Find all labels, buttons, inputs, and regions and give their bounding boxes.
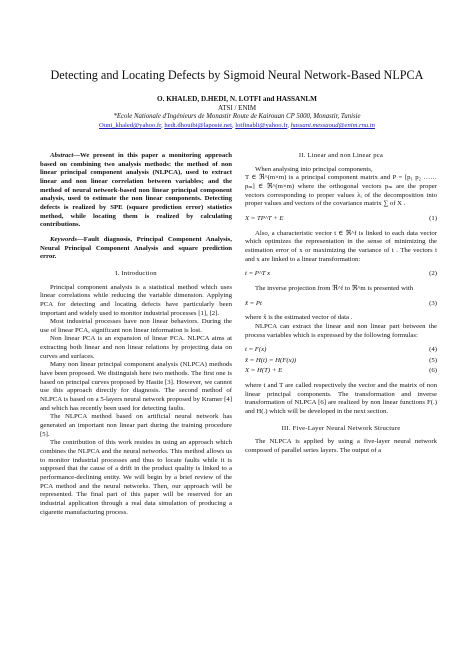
section-heading-linear-pca: II. Linear and non Linear pca xyxy=(298,152,384,159)
right-column xyxy=(245,152,437,456)
paper-title: Detecting and Locating Defects by Sigmoid Neural Network-Based NLPCA xyxy=(50,68,424,82)
section-heading-introduction: I. Introduction xyxy=(115,269,157,277)
paragraph: Most industrial processes have non linear behaviors. During the use of linear PCA, significant non linear information is lost. xyxy=(40,318,232,334)
equation-1 xyxy=(245,215,437,224)
equation-body: X = TP^T + E xyxy=(245,214,284,222)
paragraph: where t and T are called respectively the vector and the matrix of non linear principal components. The transformation and inverse transformation of NLPCA [6] are realized by non linear functions F(.) and H(.) which will be developed in the next section. xyxy=(245,382,437,416)
institution: *Ecole Nationale d'Ingénieurs de Monastir Route de Kairouan CP 5000, Monastir, Tunisie xyxy=(113,113,361,120)
equation-body: X = H(T) + E xyxy=(245,367,283,375)
equation-body: t = P^T x xyxy=(245,270,271,278)
paragraph: The NLPCA method based on artificial neural network has generated an important non linear part during the training procedure [5]. xyxy=(40,413,232,438)
paragraph: Principal component analysis is a statistical method which uses linear correlations while reducing the variable dimension. Applying PCA for detecting and locating defects have particularly been important and widely used to monitor industrial processes [1], [2]. xyxy=(40,283,232,317)
paragraph: Non linear PCA is an expansion of linear PCA. NLPCA aims at extracting both linear and non linear relations by projecting data on curves and surfaces. xyxy=(40,335,232,360)
authors: O. KHALED, D.HEDI, N. LOTFI and HASSANLM xyxy=(157,95,317,103)
paragraph: Many non linear principal component analysis (NLPCA) methods have been proposed. We distinguish here two methods. The first one is based on principal curves proposed by Hastie [3]. However, we cannot use this approach directly for diagnosis. The second method of NLPCA is based on a 5-layers neural network proposed by Kramer [4] and which has recently been used for detecting faults. xyxy=(40,361,232,412)
paragraph: T ∈ ℜ^(m×m) is a principal component matrix and P = [p₁ p₂ …… pₘ] ∈ ℜ^(m×m) where the orthogonal vectors pₘ are the proper vectors corresponding to proper values λᵢ of the decomposition into proper values and vectors of the covariance matrix ∑ of X . xyxy=(245,174,437,208)
equation-body: x̂ = Pt xyxy=(245,299,262,307)
equation-number: (5) xyxy=(429,356,437,364)
section-heading-five-layer: III. Five-Layer Neural Network Structure xyxy=(281,424,401,432)
abstract-label: Abstract xyxy=(50,152,74,159)
keywords-label: Keywords xyxy=(50,235,77,243)
equation-number: (2) xyxy=(429,270,437,278)
equation-3 xyxy=(245,300,437,309)
equation-6 xyxy=(245,367,437,376)
abstract-text: —We present in this paper a monitoring approach based on combining two analysis methods: the method of non linear principal component analysis (NLPCA), used to extract linear and non linear correlation between variables; and the method of neural network-based non linear principal component analysis, used to estimate the non linear components. Detecting defects is realized by SPE (square prediction error) statistics method, while locating them is realized by calculating contributions. xyxy=(40,152,232,229)
equation-5 xyxy=(245,357,437,366)
email-link[interactable]: Ouni_khaled@yahoo.fr xyxy=(99,122,162,129)
paragraph: NLPCA can extract the linear and non linear part between the process variables which is expressed by the following formulas: xyxy=(245,322,437,339)
keywords-text: —Fault diagnosis, Principal Component Analysis, Neural Principal Component Analysis and square prediction error. xyxy=(40,235,232,261)
email-link[interactable]: hedi.dhouibi@laposte.net xyxy=(164,122,232,129)
equation-body: x̂ = H(t) = H(F(x)) xyxy=(245,356,297,364)
paragraph: The contribution of this work resides in using an approach which combines the NLPCA and the neural networks. This method allows us to monitor industrial processes and thus to locate faults while it is supposed that the cause of a drift in the product quality is linked to a performance-declining entity. We will begin by a brief review of the PCA method and the neural networks. Then, our approach will be represented. The final part of this paper will be reserved for an industrial application through a real data simulation of producing a cigarette manufacturing process. xyxy=(40,439,232,516)
equation-number: (4) xyxy=(429,346,437,354)
equation-number: (6) xyxy=(429,367,437,375)
email-link[interactable]: hassani.messaoud@enim.rnu.tn xyxy=(290,122,375,129)
email-list: Ouni_khaled@yahoo.fr, hedi.dhouibi@laposte.net, lotfinabli@yahoo.fr, hassani.messaoud@enim.rnu.tn xyxy=(99,122,375,129)
paragraph: Also, a characteristic vector t ∈ ℜ^f is linked to each data vector which optimizes the representation in the sense of minimizing the estimation error of x or maximizing the variance of t . The vectors t and x are linked to a linear transformation: xyxy=(245,229,437,263)
email-link[interactable]: lotfinabli@yahoo.fr xyxy=(235,122,288,129)
left-column xyxy=(40,152,232,517)
equation-number: (1) xyxy=(429,214,437,222)
paragraph: The inverse projection from ℜ^f to ℜ^m is presented with xyxy=(255,284,414,292)
paragraph: When analysing into principal components, xyxy=(255,165,373,173)
paragraph: where x̂ is the estimated vector of data . xyxy=(245,314,353,322)
equation-number: (3) xyxy=(429,299,437,307)
keywords xyxy=(40,236,232,262)
paragraph: The NLPCA is applied by using a five-layer neural network composed of parallel series layers. The output of a xyxy=(245,438,437,455)
abstract xyxy=(40,152,232,230)
equation-2 xyxy=(245,270,437,279)
affiliation: ATSI / ENIM xyxy=(217,104,257,112)
equation-4 xyxy=(245,346,437,355)
equation-body: t = F(x) xyxy=(245,346,267,354)
